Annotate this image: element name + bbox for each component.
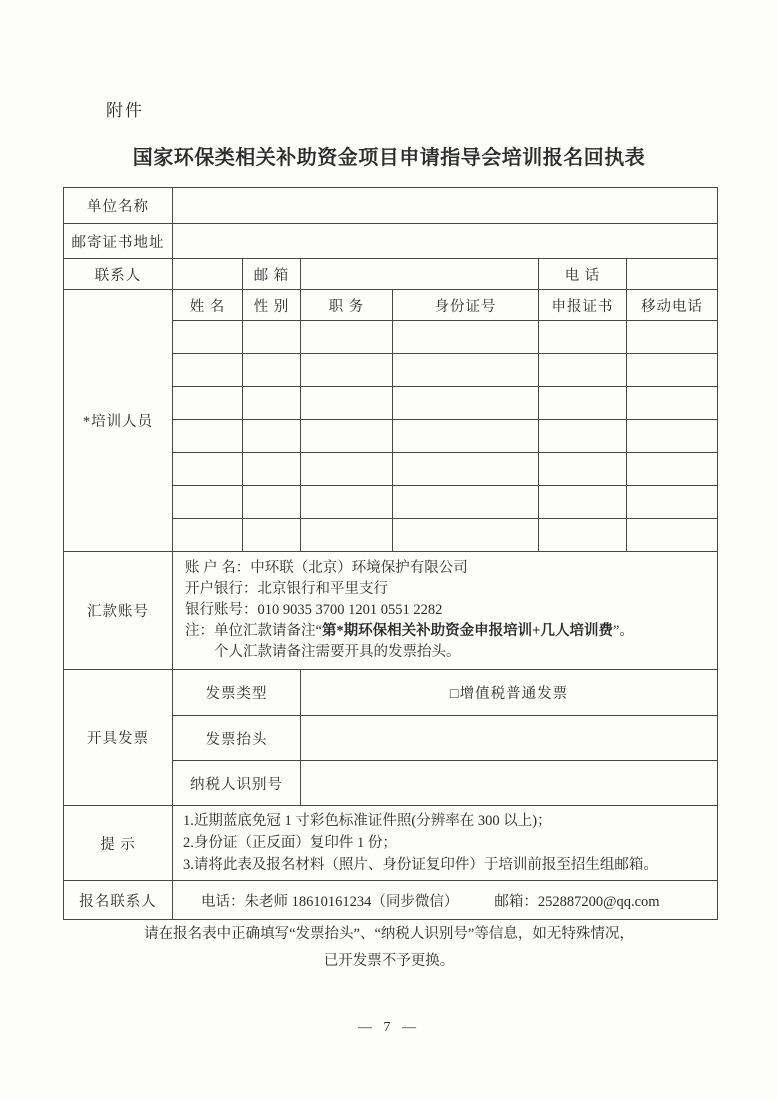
empty-cell — [539, 321, 627, 354]
trainee-col-id-number: 身份证号 — [393, 290, 539, 321]
empty-cell — [539, 354, 627, 387]
page-title: 国家环保类相关补助资金项目申请指导会培训报名回执表 — [132, 147, 646, 169]
empty-cell — [393, 519, 539, 552]
empty-cell — [539, 420, 627, 453]
empty-cell — [393, 420, 539, 453]
empty-cell — [627, 387, 718, 420]
contact-email-field — [301, 259, 539, 290]
footer-note-line1: 请在报名表中正确填写“发票抬头”、“纳税人识别号”等信息，如无特殊情况， — [144, 926, 634, 942]
empty-cell — [627, 486, 718, 519]
empty-cell — [301, 321, 393, 354]
remittance-bank: 开户银行：北京银行和平里支行 — [185, 581, 388, 597]
trainee-col-gender: 性 别 — [243, 290, 301, 321]
empty-cell — [301, 420, 393, 453]
empty-cell — [539, 519, 627, 552]
invoice-label: 开具发票 — [64, 670, 173, 806]
invoice-type-value: □增值税普通发票 — [301, 670, 718, 716]
empty-cell — [243, 321, 301, 354]
taxpayer-id-label: 纳税人识别号 — [173, 761, 301, 806]
contact-phone-label: 电 话 — [539, 259, 627, 290]
remittance-note-suffix: ”。 — [612, 623, 634, 639]
empty-cell — [173, 453, 243, 486]
remittance-note — [185, 621, 709, 642]
footer-note — [0, 921, 778, 975]
invoice-title-label: 发票抬头 — [173, 716, 301, 761]
empty-cell — [301, 387, 393, 420]
footer-note-line2: 已开发票不予更换。 — [323, 953, 455, 969]
table-row-mail-address — [64, 224, 718, 259]
empty-cell — [393, 354, 539, 387]
trainees-label: *培训人员 — [64, 290, 173, 552]
empty-cell — [627, 453, 718, 486]
empty-cell — [393, 387, 539, 420]
remittance-details — [173, 552, 718, 670]
contact-phone-field — [627, 259, 718, 290]
table-row-unit-name — [64, 188, 718, 224]
tips-item-1: 1.近期蓝底免冠 1 寸彩色标准证件照(分辨率在 300 以上)； — [183, 813, 552, 829]
empty-cell — [393, 486, 539, 519]
invoice-title-field — [301, 716, 718, 761]
trainee-col-name: 姓 名 — [173, 290, 243, 321]
remittance-account-no: 银行账号：010 9035 3700 1201 0551 2282 — [185, 602, 443, 618]
tips-label: 提 示 — [64, 806, 173, 881]
registration-contact-label: 报名联系人 — [64, 881, 173, 920]
registration-form-table — [63, 187, 718, 920]
taxpayer-id-field — [301, 761, 718, 806]
table-row-tips — [64, 806, 718, 881]
empty-cell — [243, 486, 301, 519]
trainee-col-mobile: 移动电话 — [627, 290, 718, 321]
registration-contact-phone: 电话：朱老师 18610161234（同步微信） — [201, 893, 459, 910]
table-row-contact — [64, 259, 718, 290]
remittance-account-name: 账 户 名：中环联（北京）环境保护有限公司 — [185, 560, 468, 576]
empty-cell — [173, 420, 243, 453]
empty-cell — [173, 354, 243, 387]
contact-name-field — [173, 259, 243, 290]
unit-name-label: 单位名称 — [64, 188, 173, 224]
contact-email-label: 邮 箱 — [243, 259, 301, 290]
empty-cell — [301, 486, 393, 519]
empty-cell — [243, 387, 301, 420]
tips-content — [173, 806, 718, 881]
remittance-note-prefix: 注：单位汇款请备注“ — [185, 623, 322, 639]
empty-cell — [301, 519, 393, 552]
empty-cell — [173, 486, 243, 519]
empty-cell — [627, 354, 718, 387]
empty-cell — [173, 519, 243, 552]
tips-item-3: 3.请将此表及报名材料（照片、身份证复印件）于培训前报至招生组邮箱。 — [183, 857, 658, 873]
empty-cell — [243, 453, 301, 486]
empty-cell — [627, 420, 718, 453]
empty-cell — [627, 519, 718, 552]
empty-cell — [539, 387, 627, 420]
mail-address-label: 邮寄证书地址 — [64, 224, 173, 259]
remittance-note-line2: 个人汇款请备注需要开具的发票抬头。 — [214, 644, 461, 660]
table-row-trainee-header — [64, 290, 718, 321]
registration-contact-details — [173, 881, 718, 920]
empty-cell — [393, 321, 539, 354]
empty-cell — [301, 453, 393, 486]
empty-cell — [301, 354, 393, 387]
mail-address-field — [173, 224, 718, 259]
table-row-remittance — [64, 552, 718, 670]
empty-cell — [627, 321, 718, 354]
remittance-label: 汇款账号 — [64, 552, 173, 670]
table-row-registration-contact — [64, 881, 718, 920]
invoice-type-label: 发票类型 — [173, 670, 301, 716]
empty-cell — [173, 387, 243, 420]
tips-item-2: 2.身份证（正反面）复印件 1 份； — [183, 835, 397, 851]
contact-label: 联系人 — [64, 259, 173, 290]
table-row-invoice-type — [64, 670, 718, 716]
trainee-col-certificate: 申报证书 — [539, 290, 627, 321]
empty-cell — [539, 453, 627, 486]
empty-cell — [539, 486, 627, 519]
empty-cell — [173, 321, 243, 354]
empty-cell — [243, 354, 301, 387]
empty-cell — [243, 420, 301, 453]
empty-cell — [393, 453, 539, 486]
attachment-label: 附件 — [106, 101, 144, 120]
empty-cell — [243, 519, 301, 552]
remittance-note-bold: 第*期环保相关补助资金申报培训+几人培训费 — [321, 623, 613, 639]
unit-name-field — [173, 188, 718, 224]
page-number: — 7 — — [358, 1020, 420, 1035]
registration-contact-email: 邮箱：252887200@qq.com — [494, 893, 660, 910]
trainee-col-position: 职 务 — [301, 290, 393, 321]
